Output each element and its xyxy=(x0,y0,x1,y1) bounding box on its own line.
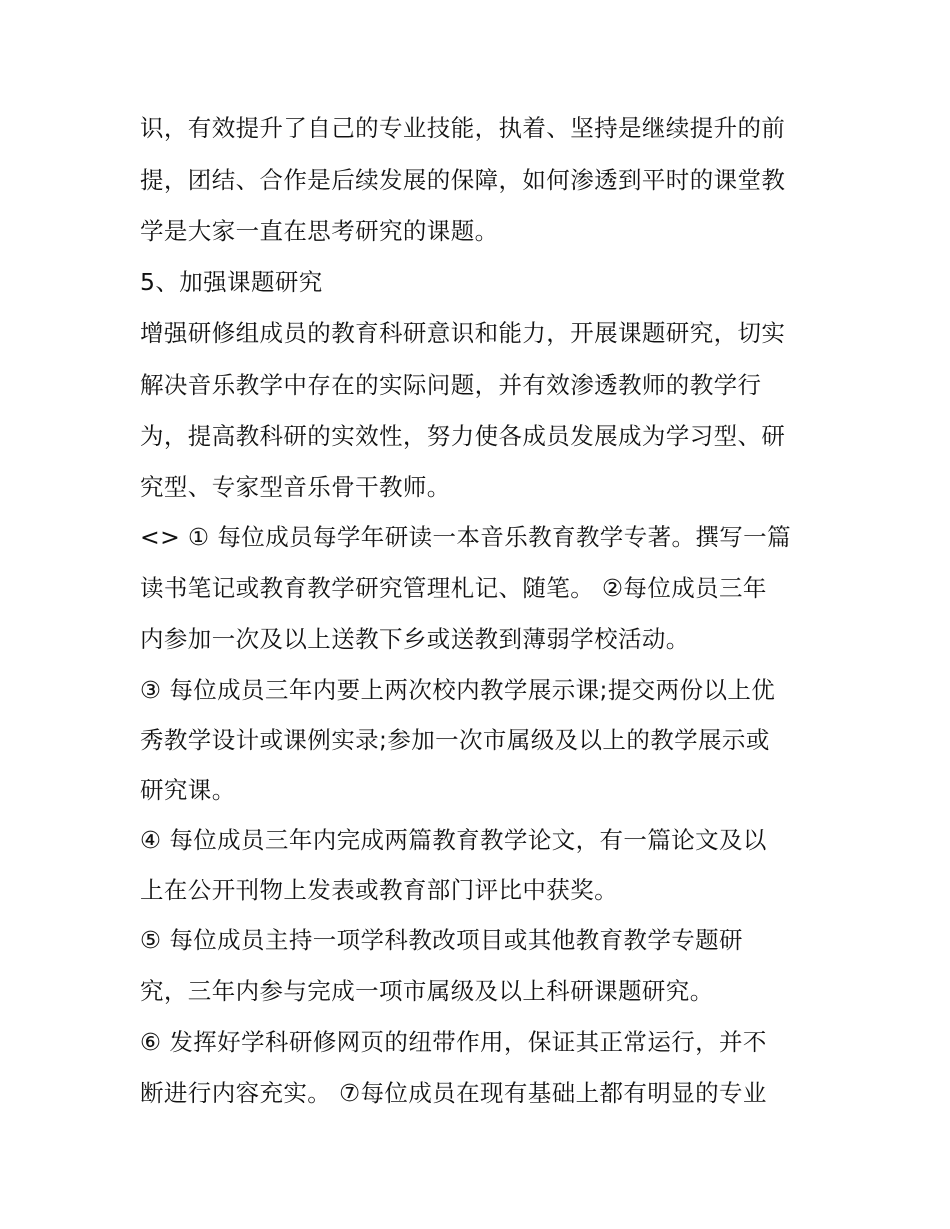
text-line: 究型、专家型音乐骨干教师。 xyxy=(140,473,451,501)
text-line: ④ 每位成员三年内完成两篇教育教学论文，有一篇论文及以 xyxy=(140,826,767,854)
text-line: 提，团结、合作是后续发展的保障，如何渗透到平时的课堂教 xyxy=(140,166,786,194)
text-line: 研究课。 xyxy=(140,776,236,804)
text-line: <> ① 每位成员每学年研读一本音乐教育教学专著。撰写一篇 xyxy=(140,523,791,551)
text-line: ③ 每位成员三年内要上两次校内教学展示课;提交两份以上优 xyxy=(140,676,776,704)
text-line: ⑥ 发挥好学科研修网页的纽带作用，保证其正常运行，并不 xyxy=(140,1028,767,1056)
text-line: 究，三年内参与完成一项市属级及以上科研课题研究。 xyxy=(140,977,714,1005)
text-line: ⑤ 每位成员主持一项学科教改项目或其他教育教学专题研 xyxy=(140,926,743,954)
text-line: 内参加一次及以上送教下乡或送教到薄弱学校活动。 xyxy=(140,625,690,653)
text-line: 学是大家一直在思考研究的课题。 xyxy=(140,217,499,245)
text-line: 断进行内容充实。 ⑦每位成员在现有基础上都有明显的专业 xyxy=(140,1079,767,1107)
text-line: 读书笔记或教育教学研究管理札记、随笔。 ②每位成员三年 xyxy=(140,574,767,602)
text-line: 秀教学设计或课例实录;参加一次市属级及以上的教学展示或 xyxy=(140,726,770,754)
text-line: 解决音乐教学中存在的实际问题，并有效渗透教师的教学行 xyxy=(140,371,762,399)
section-heading: 5、加强课题研究 xyxy=(140,268,323,296)
text-line: 上在公开刊物上发表或教育部门评比中获奖。 xyxy=(140,876,618,904)
text-line: 为，提高教科研的实效性，努力使各成员发展成为学习型、研 xyxy=(140,422,786,450)
text-line: 识，有效提升了自己的专业技能，执着、坚持是继续提升的前 xyxy=(140,114,786,142)
text-line: 增强研修组成员的教育科研意识和能力，开展课题研究，切实 xyxy=(140,319,786,347)
